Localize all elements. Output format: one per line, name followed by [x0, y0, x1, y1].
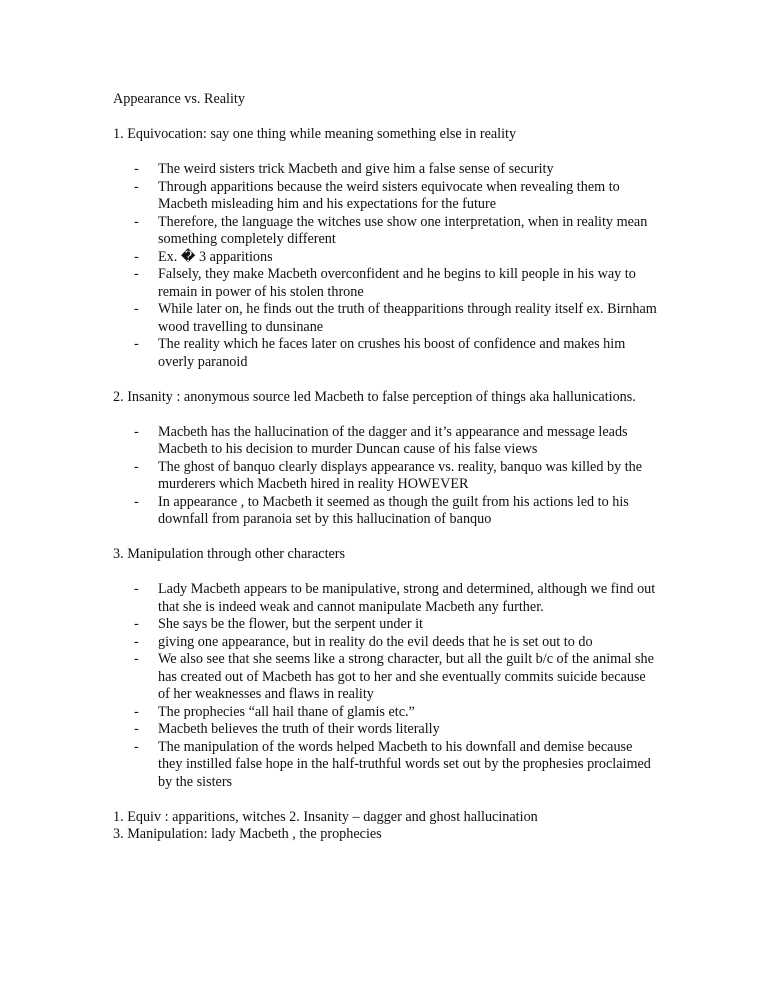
list-item — [113, 266, 658, 301]
list-item — [113, 459, 658, 494]
bullet-dash: - — [134, 178, 139, 195]
list-item-text: giving one appearance, but in reality do the evil deeds that he is set out to do — [158, 633, 593, 650]
list-item-text: Through apparitions because the weird sisters equivocate when revealing them to Macbeth misleading him and his expectations for the future — [158, 178, 620, 212]
list-item-text: The ghost of banquo clearly displays appearance vs. reality, banquo was killed by the murderers which Macbeth hired in reality HOWEVER — [158, 458, 643, 492]
bullet-dash: - — [134, 493, 139, 510]
summary — [113, 809, 658, 844]
list-item — [113, 179, 658, 214]
section-equivocation — [113, 126, 658, 371]
list-item — [113, 651, 658, 704]
list-item-text: Therefore, the language the witches use show one interpretation, when in reality mean something completely different — [158, 213, 648, 247]
list-item-text: The reality which he faces later on crushes his boost of confidence and makes him overly paranoid — [158, 336, 626, 370]
list-item-text: The weird sisters trick Macbeth and give him a false sense of security — [158, 161, 554, 177]
list-item-text: Macbeth believes the truth of their words literally — [158, 721, 440, 737]
bullet-dash: - — [134, 161, 139, 177]
section-heading: 1. Equivocation: say one thing while meaning something else in reality — [113, 126, 517, 142]
list-item — [113, 616, 658, 634]
section-heading: 3. Manipulation through other characters — [113, 546, 346, 562]
bullet-dash: - — [134, 423, 139, 440]
list-item — [113, 494, 658, 529]
bullet-dash: - — [134, 336, 139, 352]
bullet-dash: - — [134, 633, 139, 650]
list-item-text: The prophecies “all hail thane of glamis etc.” — [158, 703, 415, 720]
list-item-text: While later on, he finds out the truth of theapparitions through reality itself ex. Birnham wood travelling to dunsinane — [158, 301, 657, 335]
list-item — [113, 161, 658, 179]
bullet-dash: - — [134, 616, 139, 632]
list-item-text: We also see that she seems like a strong character, but all the guilt b/c of the animal she has created out of Macbeth has got to her and she eventually commits suicide because of her weaknesses and flaws in reality — [158, 651, 654, 702]
list-item-text: In appearance , to Macbeth it seemed as though the guilt from his actions led to his downfall from paranoia set by this hallucination of banquo — [158, 493, 629, 527]
list-item-text: She says be the flower, but the serpent under it — [158, 616, 423, 632]
list-item — [113, 336, 658, 371]
bullet-dash: - — [134, 301, 139, 317]
bullet-dash: - — [134, 703, 139, 720]
section-insanity — [113, 389, 658, 529]
bullet-dash: - — [134, 651, 139, 667]
list-item — [113, 581, 658, 616]
list-item — [113, 634, 658, 652]
bullet-list — [113, 424, 658, 529]
bullet-dash: - — [134, 721, 139, 737]
list-item-text: Macbeth has the hallucination of the dagger and it’s appearance and message leads Macbeth to his decision to murder Duncan cause of his false views — [158, 423, 628, 457]
section-heading: 2. Insanity : anonymous source led Macbeth to false perception of things aka hallunications. — [113, 388, 636, 405]
list-item-text: Falsely, they make Macbeth overconfident and he begins to kill people in his way to remain in power of his stolen throne — [158, 266, 636, 300]
list-item — [113, 721, 658, 739]
list-item — [113, 739, 658, 792]
bullet-dash: - — [134, 266, 139, 282]
list-item — [113, 704, 658, 722]
bullet-dash: - — [134, 581, 139, 597]
list-item — [113, 301, 658, 336]
section-manipulation — [113, 546, 658, 791]
list-item — [113, 249, 658, 267]
document-page — [113, 91, 658, 844]
list-item — [113, 424, 658, 459]
list-item-text: Ex. � 3 apparitions — [158, 248, 273, 265]
bullet-dash: - — [134, 213, 139, 230]
summary-line: 3. Manipulation: lady Macbeth , the prophecies — [113, 826, 382, 842]
list-item-text: Lady Macbeth appears to be manipulative, strong and determined, although we find out that she is indeed weak and cannot manipulate Macbeth any further. — [158, 581, 656, 615]
list-item — [113, 214, 658, 249]
bullet-list — [113, 161, 658, 371]
bullet-dash: - — [134, 248, 139, 265]
document-title: Appearance vs. Reality — [113, 91, 245, 107]
list-item-text: The manipulation of the words helped Macbeth to his downfall and demise because they instilled false hope in the half-truthful words set out by the prophesies proclaimed by the sisters — [158, 738, 651, 790]
bullet-list — [113, 581, 658, 791]
bullet-dash: - — [134, 458, 139, 475]
bullet-dash: - — [134, 738, 139, 755]
summary-line: 1. Equiv : apparitions, witches 2. Insanity – dagger and ghost hallucination — [113, 808, 538, 825]
